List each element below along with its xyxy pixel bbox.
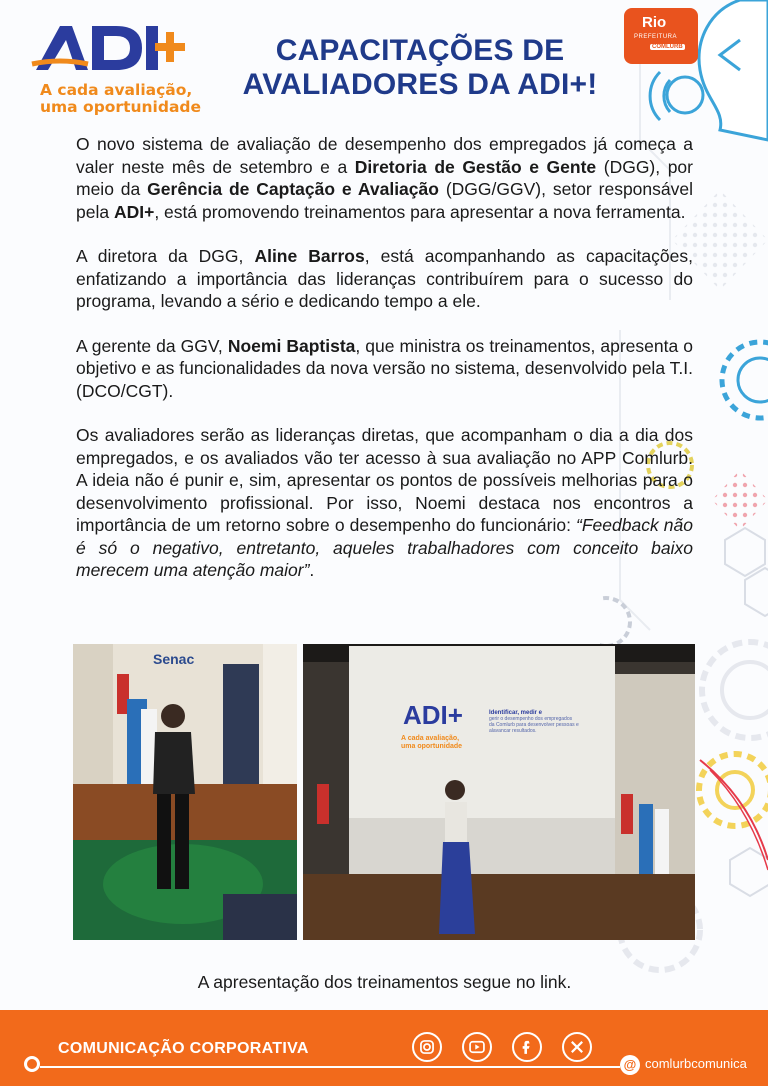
slide-text: gerir o desempenho dos empregados da Comlurb para desenvolver pessoas e alavancar resultados. [489, 716, 579, 734]
head-profile-icon [699, 0, 768, 140]
paragraph-3 [76, 335, 693, 403]
logo-tagline [40, 82, 210, 116]
adi-logo [30, 14, 200, 118]
social-handle[interactable]: comlurbcomunica [645, 1056, 747, 1071]
page-title [230, 34, 610, 102]
p2-text-2: , está acompanhando as capacitações, enfatizando a importância das lideranças contribuírem para o sucesso do programa, levando a sério e dedicando tempo a ele. [76, 246, 693, 311]
slide-tagline-2: uma oportunidade [401, 743, 463, 750]
p1-bold-adi: ADI+ [113, 201, 155, 222]
p4-quote: “Feedback não é só o negativo, entretanto, aqueles trabalhadores com conceito baixo merecem uma atenção maior” [76, 515, 693, 580]
photo1-senac-sign: Senac [153, 651, 195, 667]
photo-presentation-screen [303, 644, 695, 940]
paragraph-1 [76, 133, 693, 223]
p1-text-2: (DGG), por meio da [76, 156, 693, 199]
youtube-icon[interactable] [462, 1032, 492, 1062]
photo-caption: A apresentação dos treinamentos segue no link. [197, 972, 572, 992]
article-body [76, 133, 693, 604]
title-line1: CAPACITAÇÕES DE [275, 34, 565, 67]
x-icon[interactable] [562, 1032, 592, 1062]
p1-text-3: (DGG/GGV), setor responsável pela [76, 179, 694, 222]
at-icon: @ [620, 1055, 640, 1075]
instagram-icon[interactable] [412, 1032, 442, 1062]
paragraph-2 [76, 245, 693, 313]
slide-text-bold: Identificar, medir e [489, 710, 543, 716]
badge-comlurb-text: COMLURB [652, 44, 683, 50]
p1-bold-ggv: Gerência de Captação e Avaliação [147, 179, 439, 199]
photo-speaker-stage [73, 644, 297, 940]
footer-label: COMUNICAÇÃO CORPORATIVA [58, 1040, 309, 1057]
footer-divider [40, 1066, 620, 1068]
p1-bold-dgg: Diretoria de Gestão e Gente [354, 156, 597, 177]
slide-logo: ADI+ [403, 700, 463, 730]
p1-text-4: , está promovendo treinamentos para apresentar a nova ferramenta. [154, 201, 686, 222]
footer-circle-icon [24, 1056, 40, 1072]
adi-logo-mark [30, 14, 200, 84]
p3-text-2: , que ministra os treinamentos, apresenta o objetivo e as funcionalidades da nova versão no sistema, desenvolvido pela T.I. (DCO/CGT). [76, 335, 693, 401]
facebook-icon[interactable] [512, 1032, 542, 1062]
p4-text-2: . [309, 560, 315, 580]
slide-tagline-1: A cada avaliação, [401, 735, 460, 742]
p2-bold-aline: Aline Barros [254, 246, 365, 266]
logo-tagline-line2: uma oportunidade [40, 98, 202, 116]
badge-prefeitura-text: PREFEITURA [634, 34, 678, 40]
p3-bold-noemi: Noemi Baptista [227, 335, 356, 356]
p2-text-1: A diretora da DGG, [76, 246, 255, 266]
badge-rio-text: Rio [642, 14, 667, 31]
p1-text-1: O novo sistema de avaliação de desempenho dos empregados já começa a valer neste mês de setembro e a [76, 134, 693, 177]
paragraph-4 [76, 424, 693, 582]
logo-tagline-line1: A cada avaliação, [40, 81, 193, 99]
p4-text-1: Os avaliadores serão as lideranças diretas, que acompanham o dia a dia dos empregados, e os avaliados vão ter acesso à sua avaliação no APP Comlurb. A ideia não é punir e, sim, apresentar os pontos de possíveis melhorias para o desenvolvimento profissional. Por isso, Noemi destaca nos encontros a importância de um retorno sobre o desempenho do funcionário: [76, 425, 693, 535]
prefeitura-rio-badge [624, 8, 698, 64]
p3-text-1: A gerente da GGV, [76, 335, 228, 356]
title-line2: AVALIADORES DA ADI+! [242, 68, 598, 101]
